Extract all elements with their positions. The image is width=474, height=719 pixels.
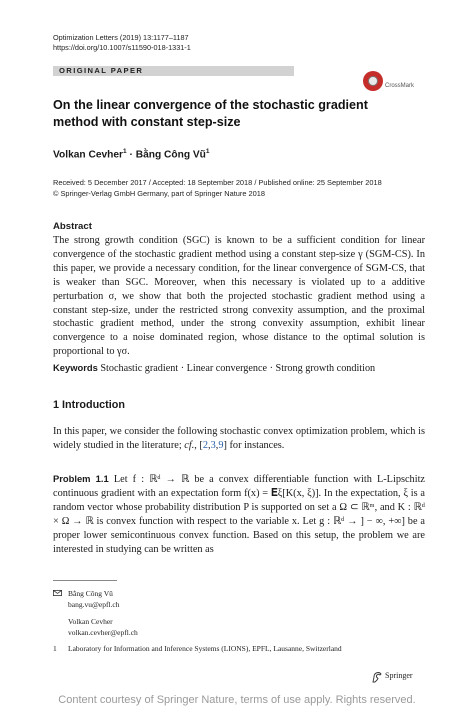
corresponding-author: Bằng Công Vũ (68, 589, 113, 598)
abstract-text: The strong growth condition (SGC) is known to be a sufficient condition for linear convergence of the stochastic gradient method using a constant step-size γ (SGM-CS). In this paper, we provide a necessary condition, for the linear convergence of SGM-CS, that is weaker than SGC. Moreover, when this necessary is violated up to a additive perturbation σ, we show that both the projected stochastic gradient method using a constant step-size, under the restricted strong convexity assumption, and the proximal stochastic gradient method, under the strong convexity assumption, exhibit linear convergence to a noise dominated region, whose distance to the optimal solution is proportional to γσ. (53, 235, 425, 358)
citation-link[interactable]: 9 (218, 439, 224, 451)
publisher-name: Springer (385, 671, 413, 680)
author-name: Bằng Công Vũ (135, 149, 206, 161)
abstract-heading: Abstract (53, 221, 92, 232)
journal-header (53, 33, 191, 53)
publication-history: Received: 5 December 2017 / Accepted: 18 September 2018 / Published online: 25 September 2018 (53, 178, 382, 187)
section-heading: 1 Introduction (53, 399, 125, 411)
problem-text: Let f : ℝᵈ → ℝ be a convex differentiable function with L-Lipschitz continuous gradient with an expectation form f(x) = 𝐄ξ[K(x, ξ)]. In the expectation, ξ is a random vector whose probability distribution P is supported on set a Ω ⊂ ℝᵐ, and K : ℝᵈ × Ω → ℝ is convex function with respect to the variable x. Let g : ℝᵈ → ] − ∞, +∞] be a proper lower semicontinuous convex function. Based on this setup, the problem we are interested in studying can be written as (53, 474, 425, 555)
author-name: Volkan Cevher (53, 149, 124, 161)
author-contact-name: Volkan Cevher (68, 617, 113, 626)
affiliation-mark: 1 (123, 148, 127, 155)
crossmark-icon (363, 71, 383, 91)
copyright-notice: © Springer-Verlag GmbH Germany, part of Springer Nature 2018 (53, 188, 265, 198)
intro-paragraph: In this paper, we consider the following stochastic convex optimization problem, which is widely studied in the literature; cf., [2,3,9] for instances. (53, 426, 425, 451)
problem-label: Problem 1.1 (53, 473, 109, 484)
paper-title: On the linear convergence of the stochastic gradient method with constant step-size (53, 98, 368, 129)
citation-link[interactable]: 2 (202, 439, 209, 451)
courtesy-notice: Content courtesy of Springer Nature, terms of use apply. Rights reserved. (58, 694, 416, 706)
crossmark-label: CrossMark (385, 83, 415, 89)
journal-citation: Optimization Letters (2019) 13:1177–1187 (53, 33, 189, 42)
doi-link[interactable]: https://doi.org/10.1007/s11590-018-1331-1 (53, 43, 191, 52)
footnote-divider (53, 580, 117, 581)
publisher-logo (371, 670, 431, 684)
publication-dates (53, 178, 382, 199)
keywords (53, 362, 375, 374)
affiliation-number: 1 (53, 644, 57, 653)
keywords-text: Stochastic gradient · Linear convergence · Strong growth condition (100, 363, 376, 374)
envelope-icon (53, 590, 62, 596)
springer-horse-icon (371, 671, 383, 683)
affiliation-mark: 1 (205, 148, 210, 155)
section-label-bar (53, 66, 294, 76)
citation-link[interactable]: 3 (210, 439, 216, 451)
affiliation-text: Laboratory for Information and Inference Systems (LIONS), EPFL, Lausanne, Switzerland (68, 644, 342, 653)
problem-statement (53, 472, 425, 556)
keywords-label: Keywords (53, 362, 98, 373)
author-email[interactable]: bang.vu@epfl.ch (68, 600, 120, 609)
section-label: ORIGINAL PAPER (59, 66, 144, 75)
author-list (53, 148, 210, 160)
author-email[interactable]: volkan.cevher@epfl.ch (68, 628, 138, 637)
author-separator: · (126, 149, 136, 161)
crossmark-badge[interactable] (363, 70, 413, 94)
